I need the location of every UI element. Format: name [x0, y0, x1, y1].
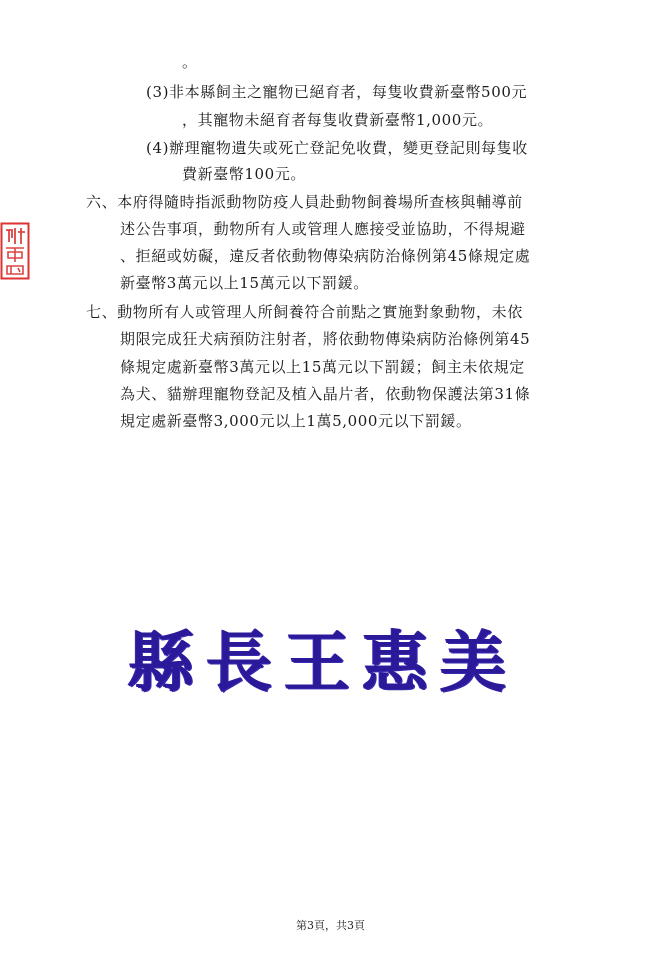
section-seven-line-1: 七、動物所有人或管理人所飼養符合前點之實施對象動物，未依: [86, 303, 523, 321]
section-seven-line-3: 條規定處新臺幣3萬元以上15萬元以下罰鍰；飼主未依規定: [120, 358, 525, 376]
section-seven-line-4: 為犬、貓辦理寵物登記及植入晶片者，依動物保護法第31條: [120, 385, 531, 403]
section-seven-line-5: 規定處新臺幣3,000元以上1萬5,000元以下罰鍰。: [120, 412, 472, 430]
section-six-line-2: 述公告事項，動物所有人或管理人應接受並協助，不得規避: [120, 220, 526, 238]
red-seal-stamp: [0, 222, 30, 280]
section-six-line-4: 新臺幣3萬元以上15萬元以下罰鍰。: [120, 274, 369, 292]
section-six-line-3: 、拒絕或妨礙，違反者依動物傳染病防治條例第45條規定處: [120, 247, 531, 265]
text-line-1: 。: [182, 53, 198, 71]
text-line-5: 費新臺幣100元。: [182, 165, 307, 183]
text-line-4: (4)辦理寵物遺失或死亡登記免收費，變更登記則每隻收: [146, 139, 528, 157]
page-number-footer: 第3頁，共3頁: [296, 919, 365, 932]
text-line-3: ，其寵物未絕育者每隻收費新臺幣1,000元。: [182, 111, 494, 129]
section-seven-line-2: 期限完成狂犬病預防注射者，將依動物傳染病防治條例第45: [120, 330, 531, 348]
section-six-line-1: 六、本府得隨時指派動物防疫人員赴動物飼養場所查核與輔導前: [86, 193, 523, 211]
magistrate-signature: 縣長王惠美: [128, 623, 518, 701]
text-line-2: (3)非本縣飼主之寵物已絕育者，每隻收費新臺幣500元: [146, 83, 528, 101]
